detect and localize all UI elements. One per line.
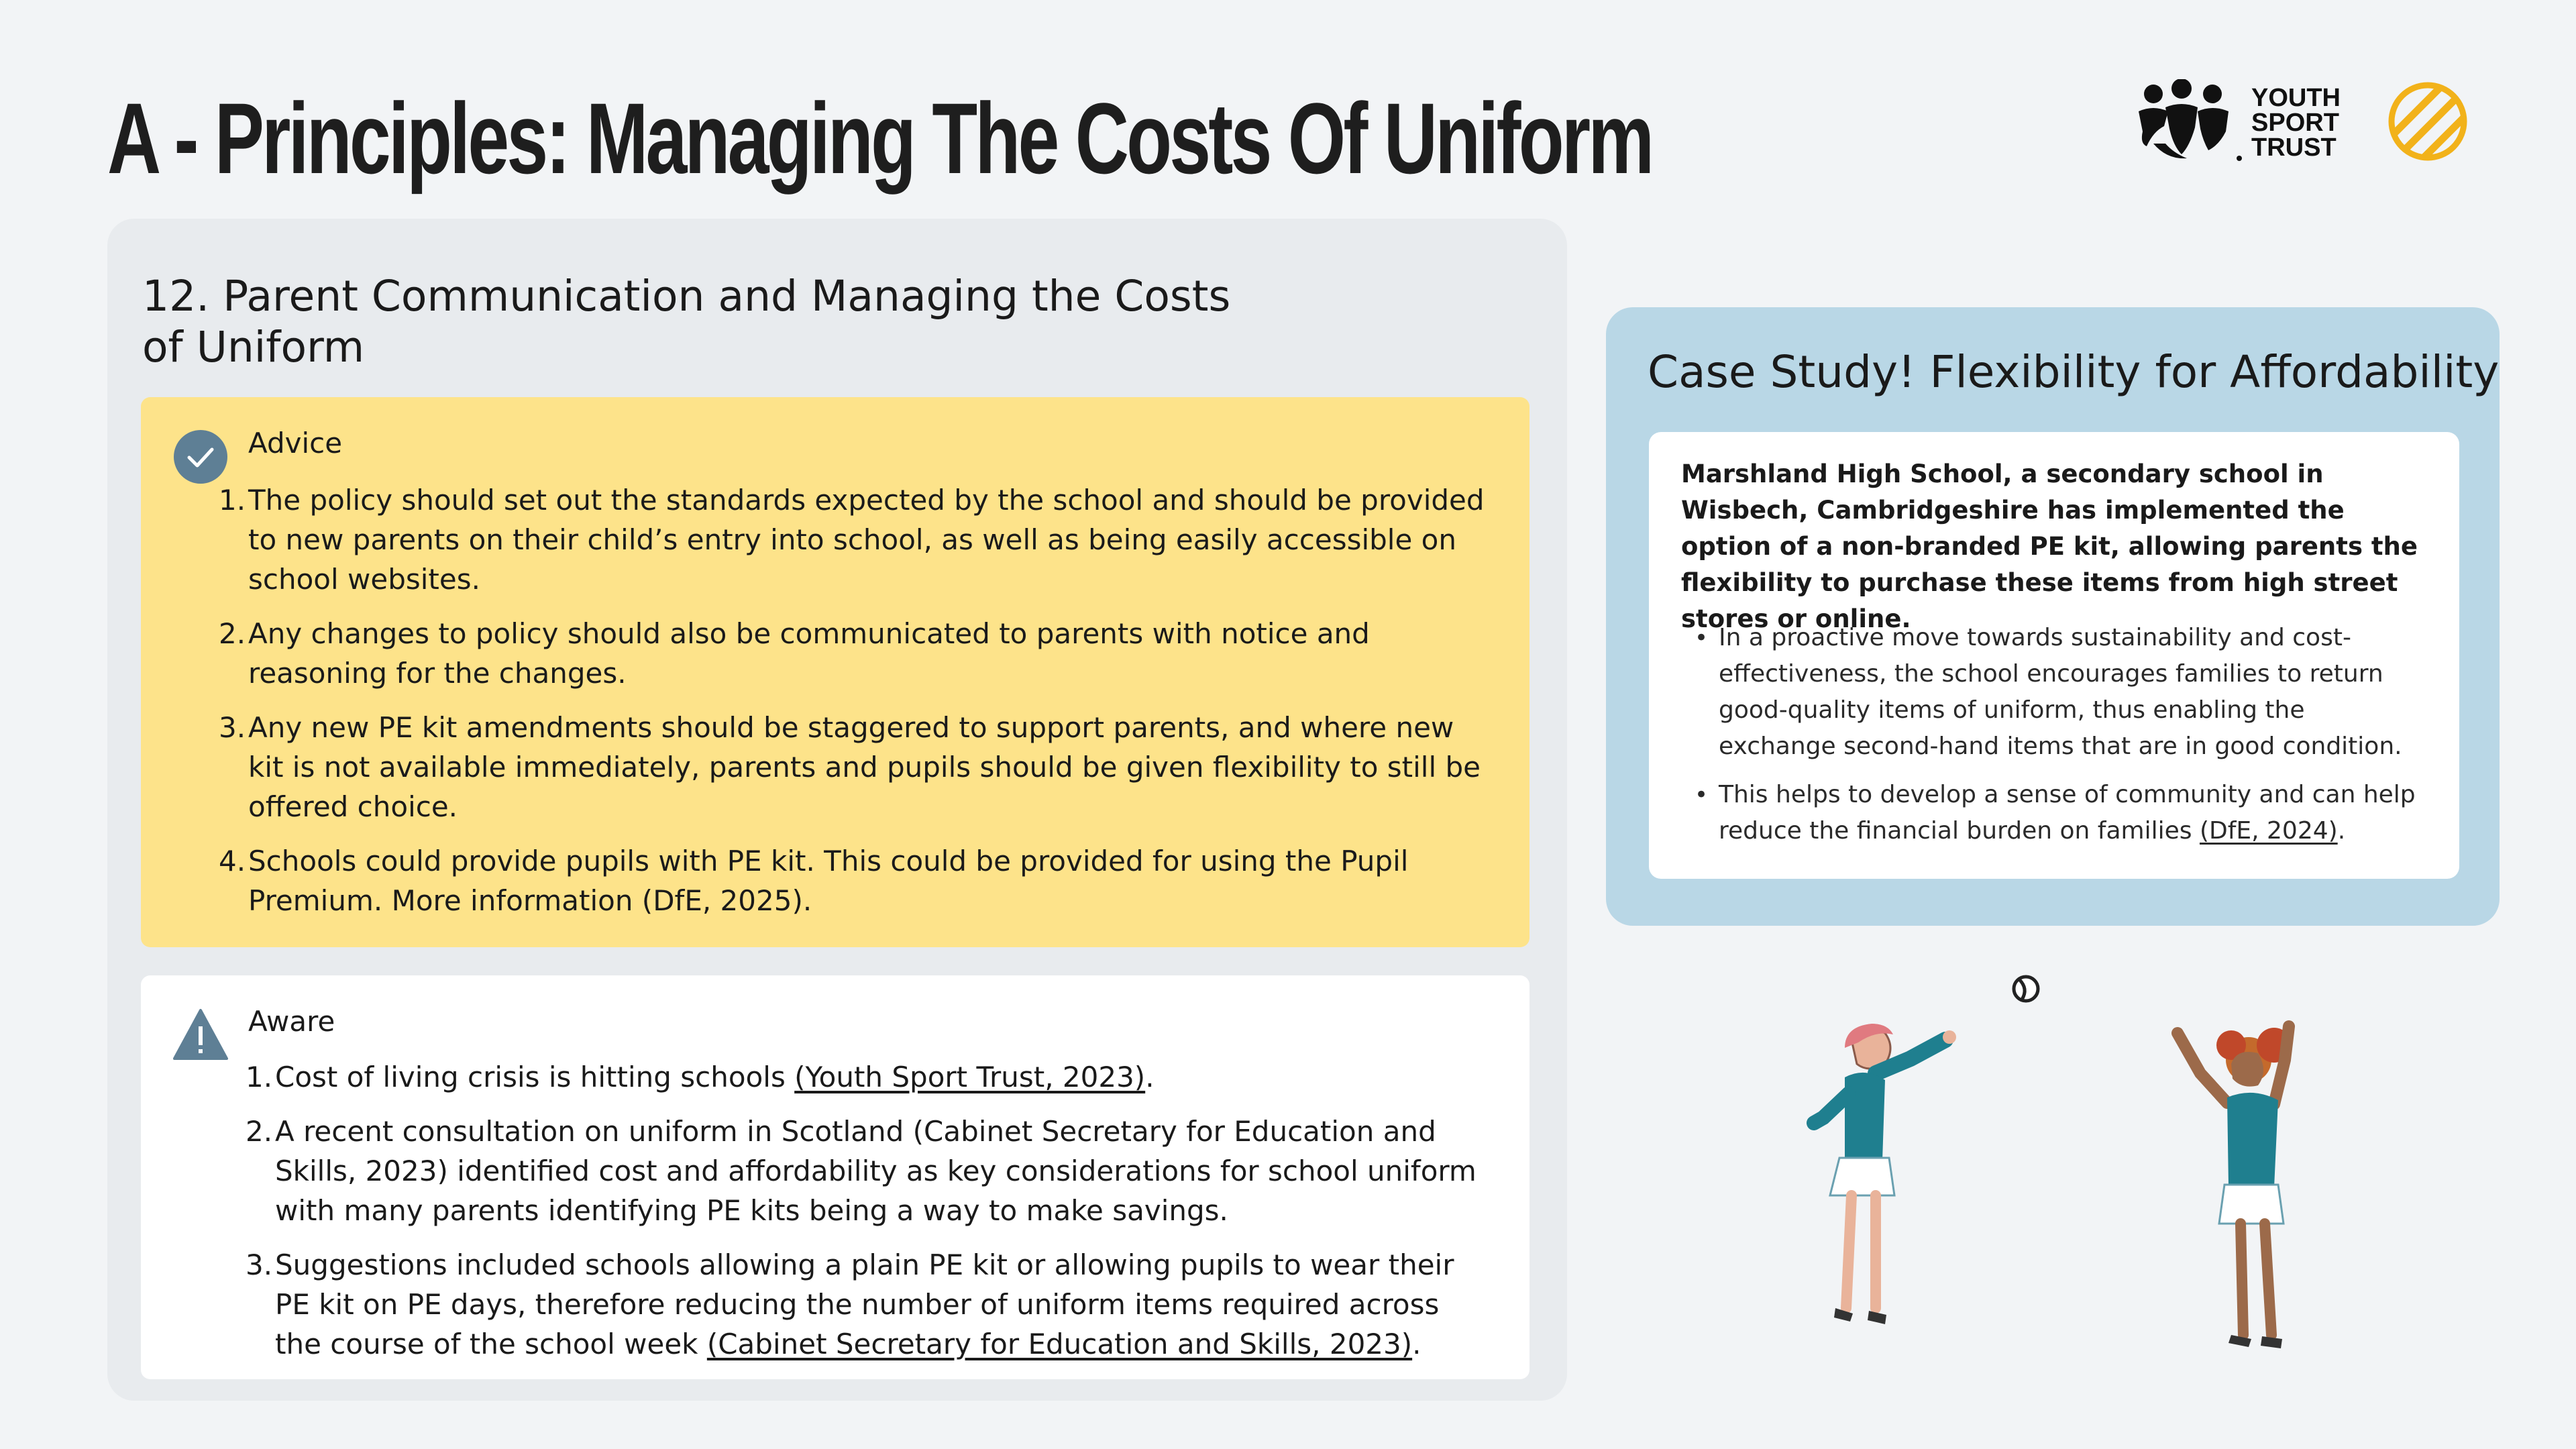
case-study-title: Case Study! Flexibility for Affordability <box>1648 346 2500 398</box>
citation-link[interactable]: (DfE, 2024) <box>2199 817 2338 845</box>
advice-label: Advice <box>248 427 343 460</box>
aware-label: Aware <box>248 1005 335 1038</box>
list-item <box>246 1112 1493 1230</box>
item-text: In a proactive move towards sustainability and cost-effectiveness, the school encourages families to return good-quality items of uniform, thus enabling the exchange second-hand items that are in good condition. <box>1719 624 2402 760</box>
page-title: A - Principles: Managing The Costs Of Uniform <box>107 82 1652 195</box>
list-item: Any changes to policy should also be communicated to parents with notice and reasoning for the changes. <box>248 617 1370 690</box>
warning-triangle-icon <box>173 1008 228 1063</box>
aware-list <box>246 1057 1493 1379</box>
case-study-intro: Marshland High School, a secondary school in Wisbech, Cambridgeshire has implemented the option of a non-branded PE kit, allowing parents the flexibility to purchase these items from high street stores or online. <box>1681 460 2418 633</box>
item-text: A recent consultation on uniform in Scotland (Cabinet Secretary for Education and Skills, 2023) identified cost and affordability as key considerations for school uniform with many parents identifying PE kits being a way to make savings. <box>275 1115 1477 1227</box>
item-text: Cost of living crisis is hitting schools <box>275 1061 795 1093</box>
item-suffix: . <box>2337 817 2346 845</box>
citation-link[interactable]: (Cabinet Secretary for Education and Skills, 2023) <box>706 1328 1413 1360</box>
logo-text-youth: YOUTH <box>2251 84 2341 112</box>
ball-icon <box>2014 977 2038 1001</box>
list-item: Schools could provide pupils with PE kit. This could be provided for using the Pupil Premium. More information (DfE, 2025). <box>248 845 1409 917</box>
list-item <box>246 1245 1493 1364</box>
people-icon <box>2133 79 2247 166</box>
children-playing-ball-illustration <box>1744 959 2348 1389</box>
case-study-panel <box>1606 307 2500 926</box>
item-text: This helps to develop a sense of community and can help reduce the financial burden on families <box>1719 781 2416 845</box>
list-item <box>246 1057 1493 1097</box>
list-item: The policy should set out the standards expected by the school and should be provided to new parents on their child’s entry into school, as well as being easily accessible on school websites. <box>248 484 1485 596</box>
right-child-figure <box>2178 1026 2292 1348</box>
citation-link[interactable]: (Youth Sport Trust, 2023) <box>794 1061 1146 1093</box>
logo-text-sport: SPORT <box>2251 109 2339 137</box>
advice-box <box>141 397 1529 947</box>
aware-box <box>141 975 1529 1379</box>
logo-text-trust: TRUST <box>2251 133 2337 162</box>
section-heading: 12. Parent Communication and Managing the Costs of Uniform <box>142 272 1231 372</box>
case-study-card <box>1649 432 2459 879</box>
item-suffix: . <box>1145 1061 1155 1093</box>
checkmark-icon <box>173 429 228 484</box>
item-suffix: . <box>1412 1328 1421 1360</box>
left-child-figure <box>1814 1024 1956 1324</box>
youth-sport-trust-logo <box>2133 79 2341 166</box>
advice-list <box>219 480 1493 935</box>
item-text: Suggestions included schools allowing a plain PE kit or allowing pupils to wear their PE kit on PE days, therefore reducing the number of uniform items required across the course of the school week <box>275 1248 1454 1360</box>
striped-circle-icon <box>2387 80 2469 162</box>
principles-panel <box>107 219 1567 1401</box>
list-item <box>1695 620 2426 765</box>
case-study-bullets <box>1695 620 2426 861</box>
list-item <box>1695 777 2426 849</box>
list-item: Any new PE kit amendments should be staggered to support parents, and where new kit is not available immediately, parents and pupils should be given flexibility to still be offered choice. <box>248 711 1481 823</box>
